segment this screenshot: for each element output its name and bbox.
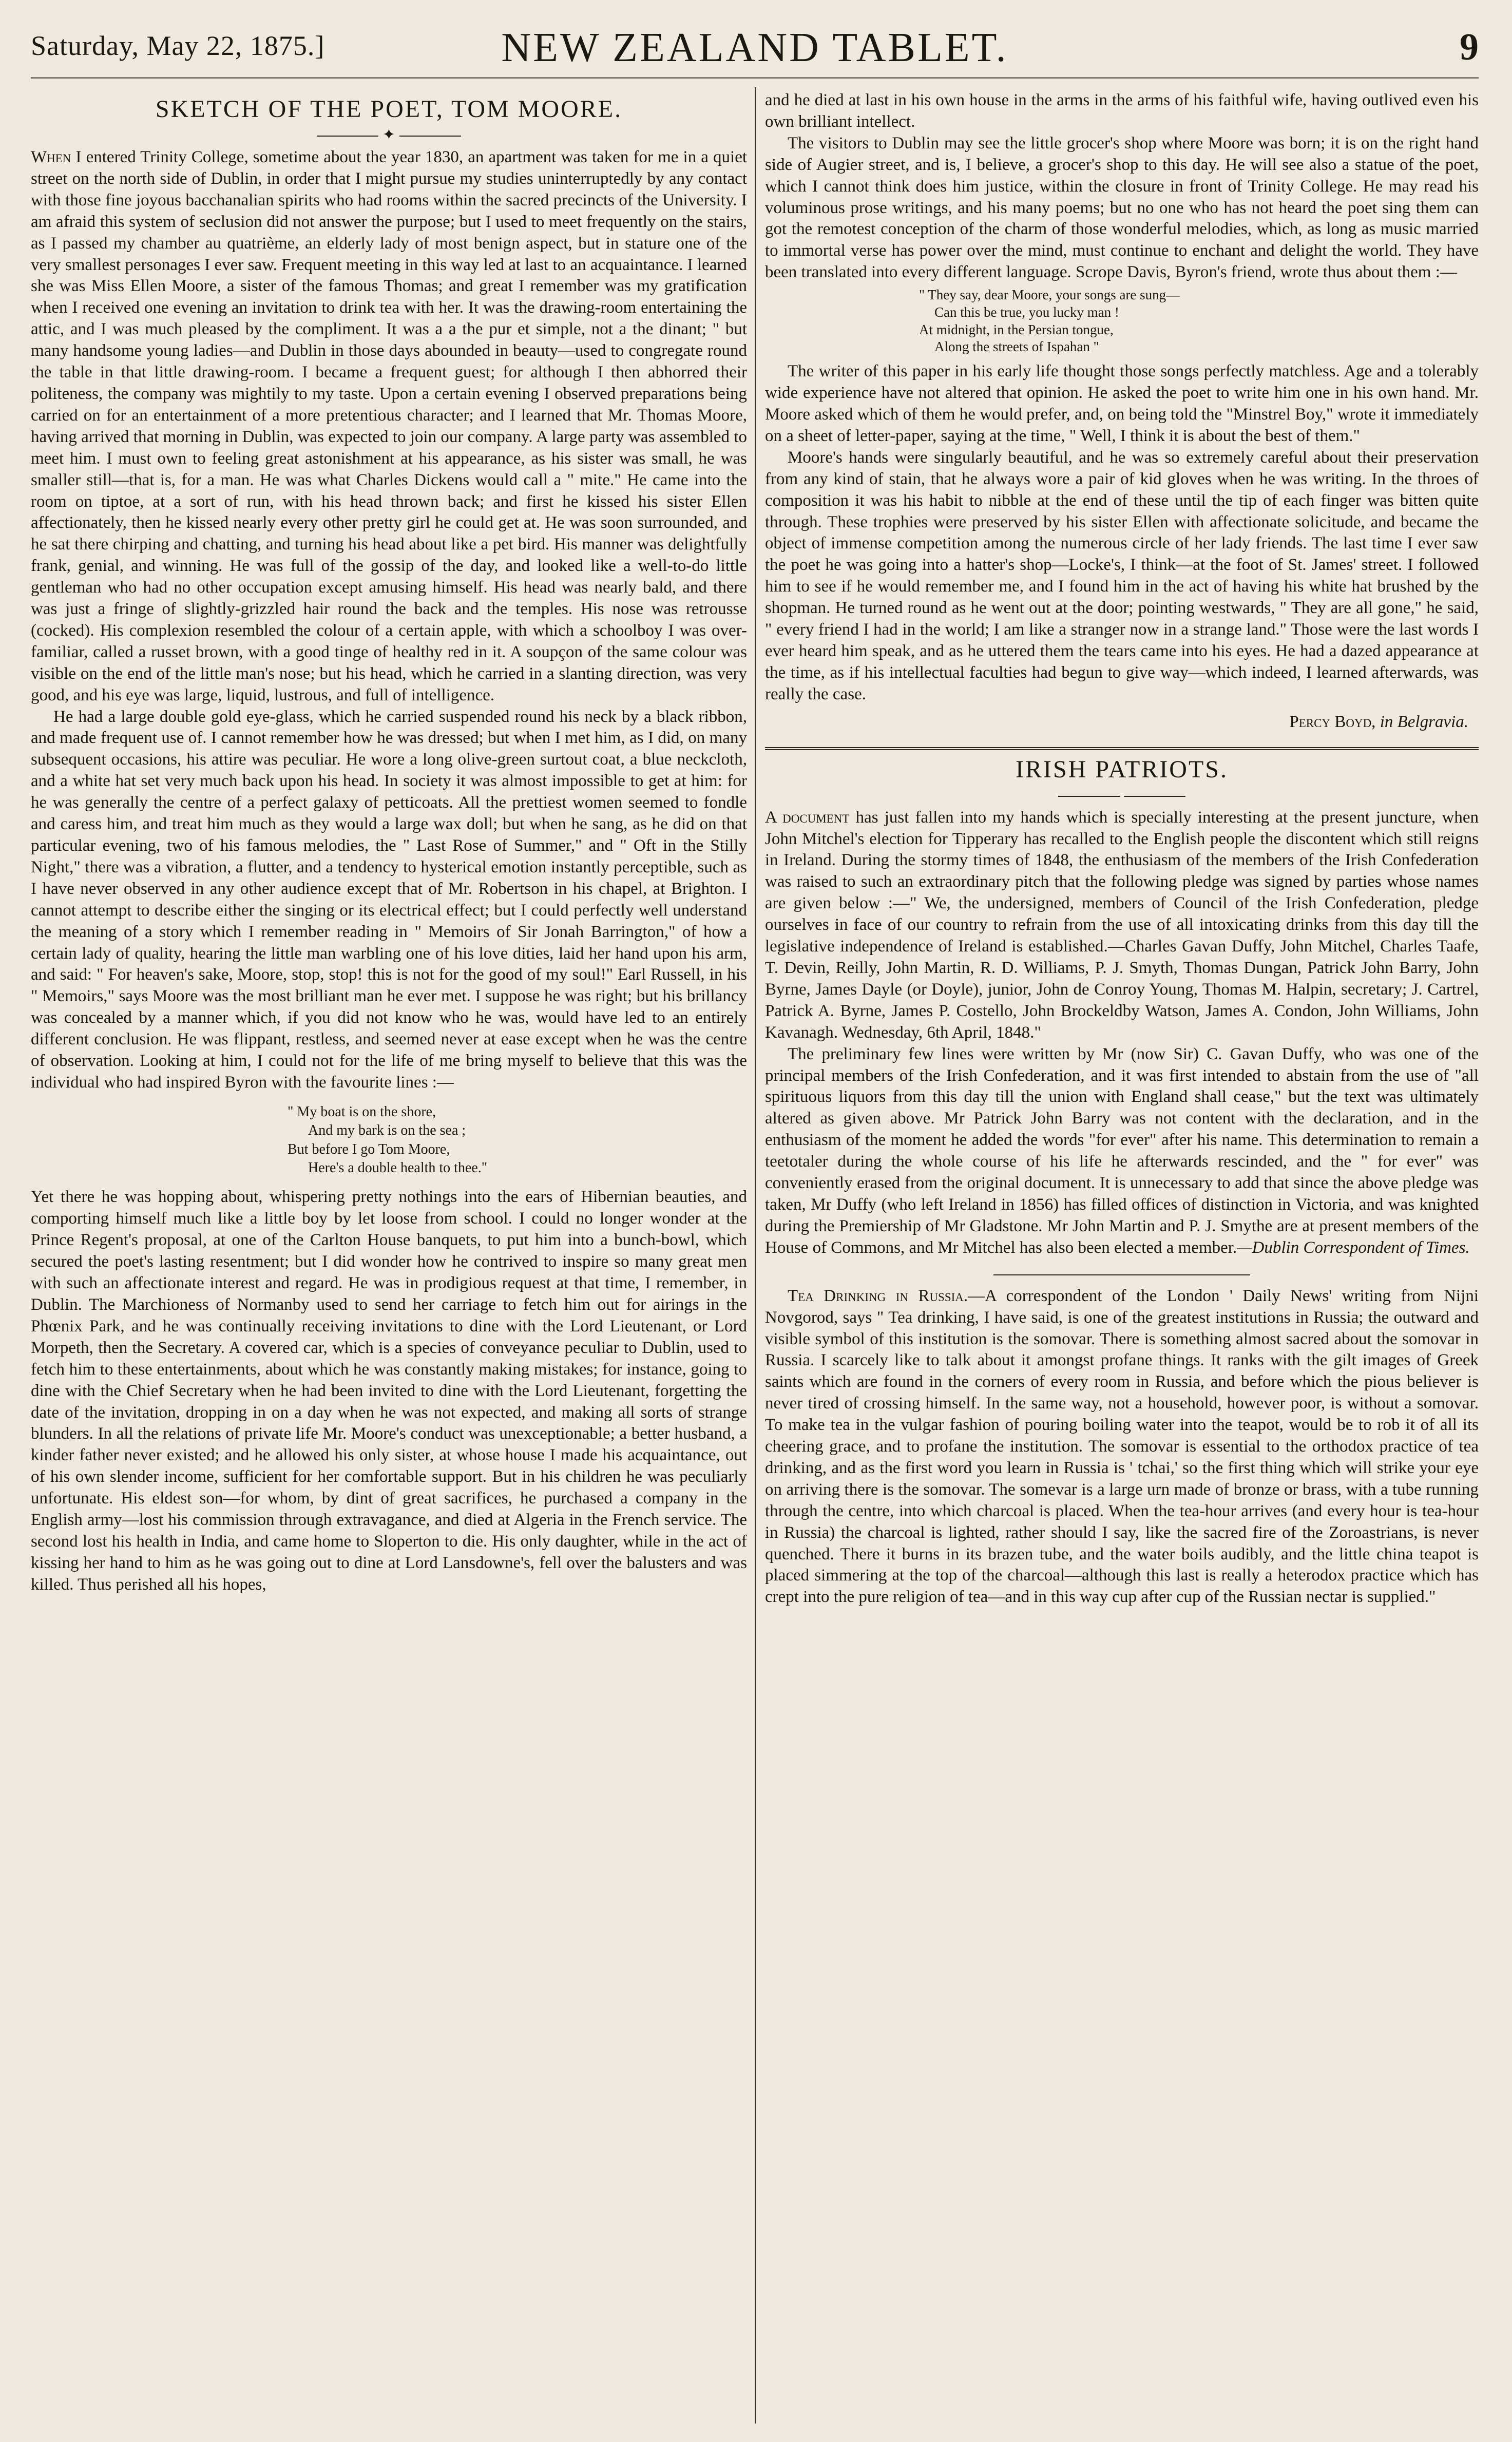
poem-line: Can this be true, you lucky man ! [934,304,1119,320]
title-ornament [765,788,1479,803]
issue-date: Saturday, May 22, 1875.] [31,30,325,61]
left-column [31,90,747,2421]
poem-line: " They say, dear Moore, your songs are sung— [919,287,1180,303]
section-divider-small [993,1274,1250,1275]
byron-poem [288,1103,747,1178]
right-column [765,90,1479,2421]
section-divider [765,747,1479,750]
irish-paragraph-2 [765,1044,1479,1259]
poem-line: At midnight, in the Persian tongue, [919,321,1114,337]
poem-line: Here's a double health to thee." [308,1160,488,1176]
moore-paragraph-4: and he died at last in his own house in the arms in the arms of his faithful wife, having outlived even his own brilliant intellect. [765,91,1479,131]
tea-lead: Tea Drinking in Russia. [788,1286,968,1305]
title-ornament: ✦ [31,127,747,143]
page-number: 9 [1460,26,1479,68]
newspaper-title: NEW ZEALAND TABLET. [501,25,1008,70]
irish-article-title: IRISH PATRIOTS. [1016,755,1228,783]
moore-paragraph-1 [31,147,747,707]
moore-paragraph-1-text: I entered Trinity College, sometime about the year 1830, an apartment was taken for me in a quiet street on the north side of Dublin, in order that I might pursue my studies uninterruptedly by any contact with those fine joyous bacchanalian spirits who had rooms within the sacred precincts of the University. I am afraid this system of seclusion did not answer the purpose; but I used to meet frequently on the stairs, as I passed my chamber au quatrième, an elderly lady of most benign aspect, but in stature one of the very smallest personages I ever saw. Frequent meeting in this way led at last to an acquaintance. I learned she was Miss Ellen Moore, a sister of the famous Thomas; and great I remember was my gratification when I received one evening an invitation to drink tea with her. It was the drawing-room entertaining the attic, and I was much pleased by the compliment. It was a a the pur et simple, not a the dinant; " but many handsome young ladies—and Dublin in those days abounded in beauty—used to congregate round the table in that little drawing-room. I became a frequent guest; for although I then abhorred their politeness, the company was mightily to my taste. Upon a certain evening I observed preparations being carried on for an entertainment of a more pretentious character; and I learned that Mr. Thomas Moore, having arrived that morning in Dublin, was expected to join our company. A large party was assembled to meet him. I must own to feeling great astonishment at his appearance, as his sister was small, he was smaller still—that is, for a man. He was what Charles Dickens would call a " mite." He came into the room on tiptoe, at a sort of run, with his head thrown back; and first he kissed his sister Ellen affectionately, then he kissed nearly every other pretty girl he could get at. He was soon surrounded, and he sat there chirping and chatting, and turning his head about like a pet bird. His manner was delightfully frank, genial, and winning. He was full of the gossip of the day, and looked like a well-to-do little gentleman who had no other occupation except amusing himself. His head was nearly bald, and there was just a fringe of slightly-grizzled hair round the back and the temples. His nose was retrousse (cocked). His complexion resembled the colour of a certain apple, with which a schoolboy I was over-familiar, called a russet brown, with a good tinge of healthy red in it. A soupçon of the same colour was visible on the end of the little man's nose; but his head, which he carried in a slanting direction, was very good, and his eye was large, liquid, lustrous, and full of intelligence. [31,148,747,704]
moore-article-title: SKETCH OF THE POET, TOM MOORE. [155,96,623,123]
poem-line: But before I go Tom Moore, [288,1141,450,1157]
irish-paragraph-1 [765,807,1479,1044]
page-header [31,21,1479,79]
irish-paragraph-2-text: The preliminary few lines were written by Mr (now Sir) C. Gavan Duffy, who was one of the principal members of the Irish Confederation, and it was first intended to abstain from the use of "all spirituous liquors from this day till the union with England shall cease," but the text was ultimately altered as given above. Mr Patrick John Barry was not content with the declaration, and in the enthusiasm of the moment he added the words "for ever" after his name. This determination to remain a teetotaler during the whole course of his life he afterwards rescinded, and the " for ever" was conveniently erased from the original document. It is unnecessary to add that since the above pledge was taken, Mr Duffy (who left Ireland in 1856) has filled offices of distinction in Victoria, and was knighted during the Premiership of Mr Gladstone. Mr John Martin and P. J. Smythe are at present members of the House of Commons, and Mr Mitchel has also been elected a member. [765,1044,1479,1257]
signature-source: in Belgravia. [1380,712,1468,731]
davis-poem [919,287,1479,356]
moore-paragraph-2: He had a large double gold eye-glass, which he carried suspended round his neck by a black ribbon, and made frequent use of. I cannot remember how he was dressed; but when I met him, as I did, on many subsequent occasions, his attire was peculiar. He wore a long olive-green surtout coat, a blue neckcloth, and a white hat set very much back upon his head. In society it was almost impossible to get at him: for he was generally the centre of a perfect galaxy of petticoats. All the prettiest women seemed to fondle and caress him, and treat him much as they would a large wax doll; but when he sang, as he did on that particular evening, two of his famous melodies, the " Last Rose of Summer," and " Oft in the Stilly Night," there was a vibration, a flutter, and a tendency to hysterical emotion instantly perceptible, such as I have never observed in any other audience except that of Mr. Robertson in his chapel, at Brighton. I cannot attempt to describe either the singing or its electrical effect; but I could perfectly well understand the meaning of a story which I remember reading in " Memoirs of Sir Jonah Barrington," of how a certain lady of quality, hearing the little man warbling one of his love dities, laid her hand upon his arm, and said: " For heaven's sake, Moore, stop, stop! this is not for the good of my soul!" Earl Russell, in his " Memoirs," says Moore was the most brilliant man he ever met. I suppose he was right; but his brillancy was concealed by a manner which, if you did not know who he was, would have led to an entirely different conclusion. He was flippant, restless, and seemed never at ease except when he was the centre of observation. Looking at him, I could not for the life of me bring myself to believe that this was the individual who had inspired Byron with the favourite lines :— [31,707,747,1092]
poem-line: " My boat is on the shore, [288,1103,436,1120]
column-rule [755,87,756,2424]
moore-paragraph-7: Moore's hands were singularly beautiful, and he was so extremely careful about their preservation from any kind of stain, that he always wore a pair of kid gloves when he was writing. In the throes of composition it was his habit to nibble at the end of these until the tip of each finger was bitten quite through. These trophies were preserved by his sister Ellen with affectionate solicitude, and became the object of immense competition among the numerous circle of her lady friends. The last time I ever saw the poet he was going into a hatter's shop—Locke's, I think—at the foot of St. James' street. I followed him to see if he would remember me, and I found him in the act of having his white hat brushed by the shopman. He turned round as he went out at the door; pointing westwards, " They are all gone," he said, " every friend I had in the world; I am like a stranger now in a strange land." Those were the last words I ever heard him speak, and as he uttered them the tears came into his eyes. He had a dazed appearance at the time, as if his intellectual faculties had begun to give way—which indeed, I learned afterwards, was really the case. [765,448,1479,703]
signature-name: Percy Boyd, [1289,712,1376,731]
tea-paragraph [765,1286,1479,1609]
irish-source: —Dublin Correspondent of Times. [1237,1238,1470,1257]
moore-lead-word: When [31,148,71,166]
poem-line: And my bark is on the sea ; [308,1122,466,1139]
moore-paragraph-5: The visitors to Dublin may see the little grocer's shop where Moore was born; it is on the right hand side of Augier street, and is, I believe, a grocer's shop to this day. He will see also a statue of the poet, which I cannot think does him justice, within the closure in front of Trinity College. He may read his voluminous prose writings, and his many poems; but no one who has not heard the poet sing them can got the remotest conception of the charm of those wonderful melodies, which, as long as music married to immortal verse has power over the mind, must continue to enchant and delight the world. They have been translated into every different language. Scrope Davis, Byron's friend, wrote thus about them :— [765,133,1479,282]
moore-signature [765,713,1468,732]
poem-line: Along the streets of Ispahan " [934,339,1099,355]
moore-paragraph-6: The writer of this paper in his early life thought those songs perfectly matchless. Age and a tolerably wide experience have not altered that opinion. He asked the poet to write him one in his own hand. Mr. Moore asked which of them he would prefer, and, on being told the "Minstrel Boy," wrote it immediately on a sheet of letter-paper, saying at the time, " Well, I think it is about the best of them." [765,362,1479,445]
tea-text: —A correspondent of the London ' Daily News' writing from Nijni Novgorod, says " Tea drinking, I have said, is one of the greatest institutions in Russia; the outward and visible symbol of this institution is the somovar. There is something almost sacred about the somovar in Russia. I scarcely like to talk about it amongst profane things. It ranks with the gilt images of Greek saints which are found in the corners of every room in Russia, and before which the pious believer is never tired of crossing himself. In the same way, not a household, however poor, is without a somovar. To make tea in the vulgar fashion of pouring boiling water into the teapot, would be to rob it of all its cheering grace, and to profane the institution. The somovar is essential to the orthodox practice of tea drinking, and as the first word you learn in Russia is ' tchai,' so the first thing which will strike your eye on arriving there is the somovar. The somevar is a large urn made of bronze or brass, with a tube running through the centre, into which charcoal is placed. When the tea-hour arrives (and every hour is tea-hour in Russia) the charcoal is lighted, rather should I say, like the sacred fire of the Zoroastrians, is never quenched. There it burns in its brazen tube, and the water boils audibly, and the little china teapot is placed simmering at the top of the charcoal—although this last is really a heterodox practice which has crept into the pure religion of tea—and in this way cup after cup of the Russian nectar is supplied." [765,1286,1479,1607]
irish-lead-word: A document [765,808,850,827]
irish-paragraph-1-text: has just fallen into my hands which is specially interesting at the present juncture, when John Mitchel's election for Tipperary has recalled to the English people the discontent which still reigns in Ireland. During the stormy times of 1848, the enthusiasm of the members of the Irish Confederation was raised to such an extraordinary pitch that the following pledge was signed by parties whose names are given below :—" We, the undersigned, members of Council of the Irish Confederation, pledge ourselves in face of our country to refrain from the use of all intoxicating drinks from this day till the legislative independence of Ireland is established.—Charles Gavan Duffy, John Mitchel, Charles Taafe, T. Devin, Reilly, John Martin, R. D. Williams, P. J. Smyth, Thomas Dungan, Patrick John Barry, John Byrne, James Dayle (or Doyle), junior, John de Conroy Young, Thomas M. Halpin, secretary; J. Cartrel, Patrick A. Byrne, James P. Costello, John Brockeldby Watson, James A. Condon, John Williams, John Kavanagh. Wednesday, 6th April, 1848." [765,808,1479,1042]
moore-paragraph-3: Yet there he was hopping about, whispering pretty nothings into the ears of Hibernian beauties, and comporting himself much like a little boy by let loose from school. I could no longer wonder at the Prince Regent's proposal, at one of the Carlton House banquets, to put him into a bunch-bowl, which secured the poet's lasting resentment; but I did wonder how he contrived to inspire so many great men with such an affectionate interest and regard. He was in prodigious request at that time, I remember, in Dublin. The Marchioness of Normanby used to send her carriage to fetch him out for airings in the Phœnix Park, and he was continually receiving invitations to dine with the Lord Lieutenant, or Lord Morpeth, then the Secretary. A covered car, which is a species of conveyance peculiar to Dublin, used to fetch him to these entertainments, about which he was constantly making mistakes; for instance, going to dine with the Chief Secretary when he had been invited to dine with the Lord Lieutenant, forgetting the date of the invitation, dropping in on a day when he was not expected, and making all sorts of strange blunders. In all the relations of private life Mr. Moore's conduct was unexceptionable; a better husband, a kinder father never existed; and he allowed his only sister, at whose house I made his acquaintance, out of his own slender income, sufficient for her comfortable support. But in his children he was peculiarly unfortunate. His eldest son—for whom, by dint of great sacrifices, he purchased a company in the English army—lost his commission through extravagance, and died at Algeria in the French service. The second lost his health in India, and came home to Sloperton to die. His only daughter, while in the act of kissing her hand to him as he was going out to dine at Lord Lansdowne's, fell over the balusters and was killed. Thus perished all his hopes, [31,1188,747,1594]
